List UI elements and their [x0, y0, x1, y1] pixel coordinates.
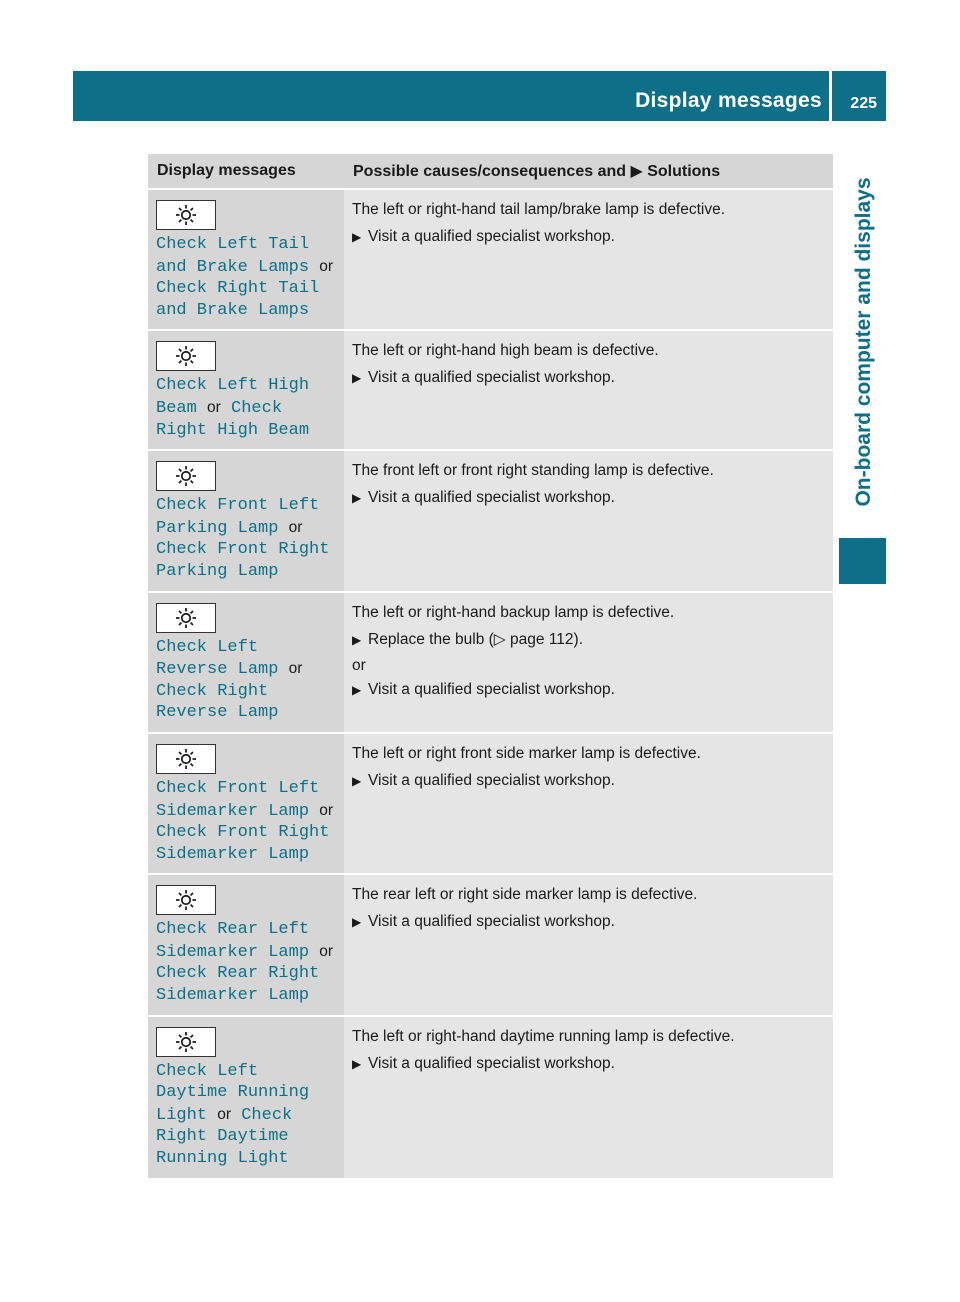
solution-step-2 — [352, 680, 825, 700]
exterior-lamp-icon — [156, 461, 216, 491]
display-message-text — [156, 495, 336, 582]
step-arrow-icon: ▶ — [352, 632, 362, 647]
display-message-a: Check Left Tail and Brake Lamps — [156, 235, 310, 277]
display-message-text — [156, 1061, 336, 1170]
display-message-b: Check Rear Right Sidemarker Lamp — [156, 964, 320, 1006]
solution-step — [352, 1054, 825, 1074]
display-message-text — [156, 778, 336, 865]
solution-step — [352, 771, 825, 791]
solution-step — [352, 630, 825, 650]
display-message-text — [156, 234, 336, 321]
exterior-lamp-icon — [156, 744, 216, 774]
display-message-a: Check Left Reverse Lamp — [156, 637, 279, 680]
solution-cell — [344, 592, 833, 733]
step-arrow-icon: ▶ — [352, 1056, 362, 1071]
display-message-b: Check Right Tail and Brake Lamps — [156, 279, 320, 320]
chapter-label: On-board computer and displays — [852, 177, 875, 507]
step-arrow-icon: ▶ — [352, 773, 362, 788]
display-message-b: Check Right Reverse Lamp — [156, 681, 279, 723]
exterior-lamp-icon — [156, 603, 216, 633]
display-messages-table — [148, 154, 833, 1180]
solution-or: or — [352, 656, 366, 674]
cause-text: The rear left or right side marker lamp is defective. — [352, 886, 698, 904]
table-row — [148, 189, 833, 330]
solution-step — [352, 912, 825, 932]
or-separator: or — [288, 660, 303, 678]
display-message-b: Check Front Right Parking Lamp — [156, 540, 330, 581]
exterior-lamp-icon — [156, 200, 216, 230]
or-separator: or — [217, 1105, 232, 1123]
display-message-a: Check Left High Beam — [156, 376, 310, 418]
or-separator: or — [288, 518, 303, 536]
page-header — [73, 71, 886, 121]
table-header-row — [148, 154, 833, 189]
exterior-lamp-icon — [156, 341, 216, 371]
or-separator: or — [319, 942, 334, 960]
display-message-text — [156, 375, 336, 441]
solution-cell — [344, 874, 833, 1015]
chapter-side-tab — [839, 152, 886, 532]
table-row — [148, 330, 833, 450]
table-row — [148, 450, 833, 591]
message-cell — [148, 592, 344, 733]
display-message-text — [156, 919, 336, 1006]
or-separator: or — [207, 398, 221, 416]
cause-text: The left or right-hand backup lamp is defective. — [352, 603, 675, 621]
exterior-lamp-icon — [156, 1027, 216, 1057]
solution-step-text: Visit a qualified specialist workshop. — [368, 771, 615, 789]
display-message-a: Check Front Left Sidemarker Lamp — [156, 778, 320, 821]
column-header-solutions: Possible causes/consequences and ▶ Solutions — [344, 154, 833, 189]
cause-text: The left or right-hand tail lamp/brake lamp is defective. — [352, 201, 726, 218]
message-cell — [148, 733, 344, 874]
step-arrow-icon: ▶ — [352, 682, 362, 697]
display-message-b: Check Right Daytime Running Light — [156, 1105, 293, 1169]
table-row — [148, 592, 833, 733]
page-number: 225 — [850, 95, 877, 112]
solution-step-text: Visit a qualified specialist workshop. — [368, 228, 615, 245]
message-cell — [148, 1016, 344, 1179]
solution-cell — [344, 189, 833, 330]
message-cell — [148, 450, 344, 591]
display-message-text — [156, 637, 336, 724]
solution-step-text: Visit a qualified specialist workshop. — [368, 680, 615, 698]
solution-cell — [344, 330, 833, 450]
solution-step-text: Visit a qualified specialist workshop. — [368, 913, 615, 931]
table-row — [148, 733, 833, 874]
display-message-a: Check Left Daytime Running Light — [156, 1061, 310, 1125]
cause-text: The left or right-hand daytime running lamp is defective. — [352, 1027, 735, 1045]
table-row — [148, 874, 833, 1015]
header-divider — [829, 71, 832, 121]
step-arrow-icon: ▶ — [352, 491, 362, 506]
solution-step-text: Replace the bulb (▷ page 112). — [368, 630, 583, 648]
or-separator: or — [319, 257, 334, 275]
solution-cell — [344, 450, 833, 591]
exterior-lamp-icon — [156, 885, 216, 915]
solution-step — [352, 368, 825, 388]
cause-text: The front left or front right standing lamp is defective. — [352, 462, 714, 480]
solution-step-text: Visit a qualified specialist workshop. — [368, 1054, 615, 1072]
step-arrow-icon: ▶ — [352, 230, 362, 244]
message-cell — [148, 189, 344, 330]
chapter-marker-box — [839, 538, 886, 584]
step-arrow-icon: ▶ — [352, 915, 362, 930]
display-message-b: Check Right High Beam — [156, 398, 310, 440]
display-message-a: Check Rear Left Sidemarker Lamp — [156, 920, 310, 962]
solution-step — [352, 227, 825, 247]
header-title: Display messages — [635, 89, 822, 112]
display-message-b: Check Front Right Sidemarker Lamp — [156, 823, 330, 864]
solution-cell — [344, 733, 833, 874]
or-separator: or — [319, 801, 334, 819]
cause-text: The left or right front side marker lamp is defective. — [352, 744, 701, 762]
solution-step-text: Visit a qualified specialist workshop. — [368, 489, 615, 507]
column-header-messages: Display messages — [148, 154, 344, 189]
cause-text: The left or right-hand high beam is defective. — [352, 342, 659, 360]
display-message-a: Check Front Left Parking Lamp — [156, 496, 320, 538]
solution-cell — [344, 1016, 833, 1179]
solution-step — [352, 488, 825, 508]
message-cell — [148, 874, 344, 1015]
table-row — [148, 1016, 833, 1179]
step-arrow-icon: ▶ — [352, 371, 362, 386]
message-cell — [148, 330, 344, 450]
solution-step-text: Visit a qualified specialist workshop. — [368, 369, 615, 387]
